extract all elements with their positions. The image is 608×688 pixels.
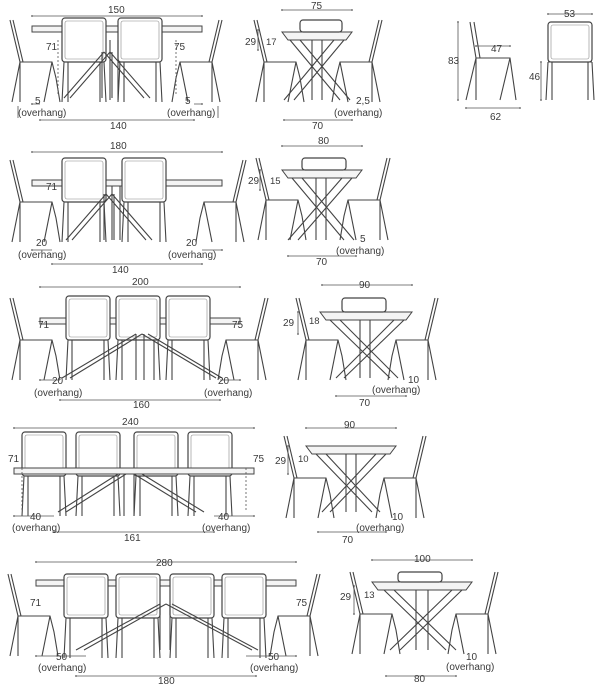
row-2-left-height: 71 [46,182,58,193]
row-5-overhang-left-note: (overhang) [38,663,87,674]
row-4-overhang-left-note: (overhang) [12,523,61,534]
row-4-side-width: 90 [344,420,356,431]
row-5-leg-span: 180 [158,676,175,687]
row-5-length: 280 [156,558,173,569]
row-1-side-leg-span: 70 [312,121,324,132]
row-3-top-thickness: 18 [309,316,320,327]
row-4-top-thickness: 10 [298,454,309,465]
row-4-right-height: 75 [253,454,265,465]
row-4-side-overhang: 10 [392,512,404,523]
row-1-side-height: 29 [245,37,257,48]
row-4-side-elevation [284,428,426,532]
row-2-side-width: 80 [318,136,330,147]
row-4-length: 240 [122,417,139,428]
row-3-overhang-left-note: (overhang) [34,388,83,399]
row-5-side-height: 29 [340,592,352,603]
chair-front-view [541,14,594,100]
row-3-side-height: 29 [283,318,295,329]
row-1-length: 150 [108,5,125,16]
row-3-side-overhang-note: (overhang) [372,385,421,396]
row-1-leg-span: 140 [110,121,127,132]
row-4-overhang-right-note: (overhang) [202,523,251,534]
row-4-side-leg-span: 70 [342,535,354,546]
row-1-side-overhang-note: (overhang) [334,108,383,119]
row-3-front-elevation [10,287,268,400]
row-5-overhang-right-note: (overhang) [250,663,299,674]
chair-side-view [458,22,520,108]
row-2-top-thickness: 15 [270,176,281,187]
row-4-side-height: 29 [275,456,287,467]
row-3-side-overhang: 10 [408,375,420,386]
row-1-overhang-left: 5 [35,96,41,107]
row-3-right-height: 75 [232,320,244,331]
row-2-side-height: 29 [248,176,260,187]
row-5-side-leg-span: 80 [414,674,426,685]
chair-seat-depth-label: 47 [491,44,503,55]
row-3-overhang-right-note: (overhang) [204,388,253,399]
row-1-side-overhang: 2,5 [356,96,370,107]
chair-seat-height-label: 46 [529,72,541,83]
row-2-side-overhang: 5 [360,234,366,245]
row-4-overhang-left: 40 [30,512,42,523]
row-1-right-height: 75 [174,42,186,53]
row-2-overhang-left-note: (overhang) [18,250,67,261]
row-4-side-overhang-note: (overhang) [356,523,405,534]
row-1-side-width: 75 [311,1,323,12]
row-5-left-height: 71 [30,598,42,609]
row-2-leg-span: 140 [112,265,129,276]
row-2-overhang-right: 20 [186,238,198,249]
row-1-top-thickness: 17 [266,37,277,48]
row-3-left-height: 71 [38,320,50,331]
row-3-side-leg-span: 70 [359,398,371,409]
row-3-length: 200 [132,277,149,288]
row-1-overhang-left-note: (overhang) [18,108,67,119]
row-5-overhang-right: 50 [268,652,280,663]
row-5-side-overhang-note: (overhang) [446,662,495,673]
chair-depth-label: 62 [490,112,502,123]
row-5-side-overhang: 10 [466,652,478,663]
row-4-left-height: 71 [8,454,20,465]
chair-height-label: 83 [448,56,460,67]
row-2-side-leg-span: 70 [316,257,328,268]
row-5-overhang-left: 50 [56,652,68,663]
chair-width-label: 53 [564,9,576,20]
row-3-overhang-right: 20 [218,376,230,387]
row-2-side-elevation [256,146,390,256]
row-1-overhang-right: 5 [185,96,191,107]
row-2-length: 180 [110,141,127,152]
row-3-leg-span: 160 [133,400,150,411]
row-3-overhang-left: 20 [52,376,64,387]
row-1-overhang-right-note: (overhang) [167,108,216,119]
row-5-side-width: 100 [414,554,431,565]
row-5-top-thickness: 13 [364,590,375,601]
row-4-overhang-right: 40 [218,512,230,523]
row-4-leg-span: 161 [124,533,141,544]
row-2-overhang-right-note: (overhang) [168,250,217,261]
row-5-right-height: 75 [296,598,308,609]
row-1-left-height: 71 [46,42,58,53]
row-2-overhang-left: 20 [36,238,48,249]
row-2-side-overhang-note: (overhang) [336,246,385,257]
row-3-side-width: 90 [359,280,371,291]
